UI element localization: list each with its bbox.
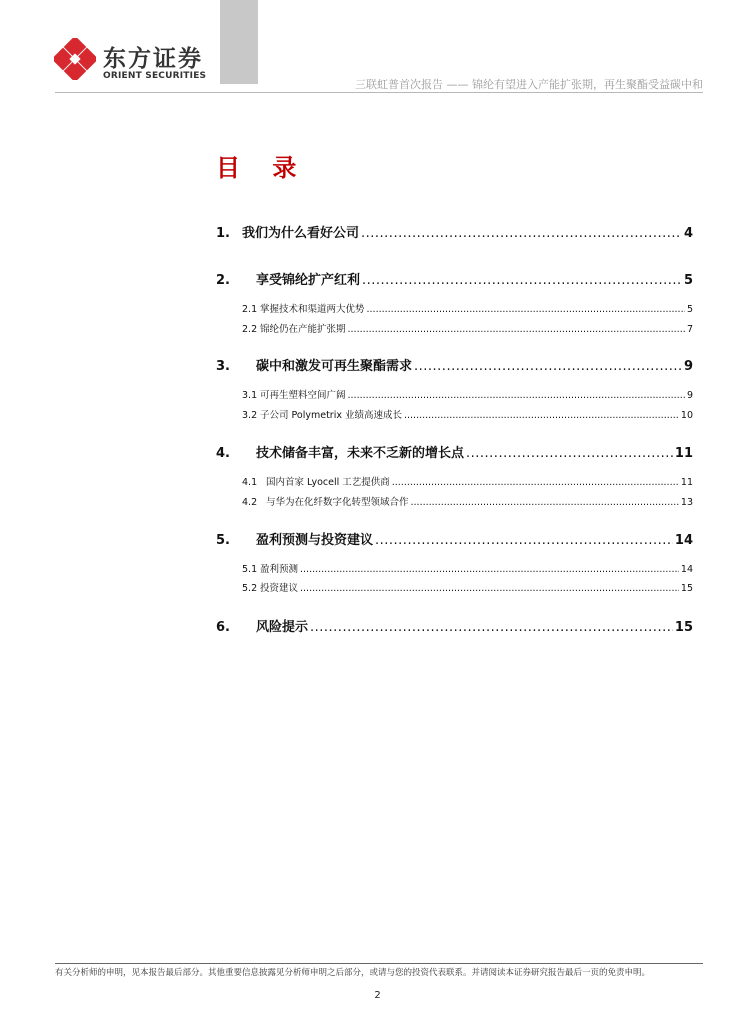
toc-entry[interactable] (216, 222, 693, 241)
toc-entry[interactable] (216, 494, 693, 508)
toc-entry[interactable] (216, 269, 693, 288)
toc-dot-leader (404, 410, 679, 421)
toc-entry[interactable] (216, 407, 693, 421)
toc-entry-number: 3.2 (242, 410, 258, 421)
toc-dot-leader (367, 304, 685, 315)
toc-entry-title: 盈利预测与投资建议 (256, 533, 374, 548)
header-accent-bar (220, 0, 258, 84)
toc-entry-title: 可再生塑料空间广阔 (260, 390, 346, 401)
header-divider (55, 92, 703, 93)
report-title: 三联虹普首次报告 —— 锦纶有望进入产能扩张期，再生聚酯受益碳中和 (355, 78, 703, 91)
toc-entry-page: 14 (680, 564, 693, 575)
toc-entry-title: 技术储备丰富，未来不乏新的增长点 (256, 446, 465, 461)
toc-dot-leader (300, 564, 679, 575)
toc-entry-number: 3. (216, 359, 230, 374)
toc-entry-title: 子公司 Polymetrix 业绩高速成长 (260, 410, 402, 421)
footer-disclaimer: 有关分析师的申明，见本报告最后部分。其他重要信息披露见分析师申明之后部分，或请与您的投资代表联系。并请阅读本证券研究报告最后一页的免责申明。 (55, 968, 651, 978)
toc-entry-title: 我们为什么看好公司 (242, 226, 360, 241)
toc-dot-leader (348, 324, 685, 335)
toc-entry-page: 15 (680, 583, 693, 594)
toc-entry-page: 9 (686, 390, 693, 401)
footer-divider (55, 963, 703, 964)
toc-entry[interactable] (216, 529, 693, 548)
toc-entry-number: 1. (216, 226, 230, 241)
toc-entry[interactable] (216, 301, 693, 315)
toc-entry-title: 享受锦纶扩产红利 (256, 273, 361, 288)
page-number: 2 (374, 990, 381, 1001)
toc-entry[interactable] (216, 616, 693, 635)
toc-entry-number: 2. (216, 273, 230, 288)
toc-dot-leader (361, 226, 682, 241)
toc-dot-leader (362, 273, 682, 288)
toc-entry-page: 13 (680, 497, 693, 508)
toc-dot-leader (466, 446, 673, 461)
toc-entry-page: 9 (683, 359, 693, 374)
toc-entry-page: 15 (674, 620, 693, 635)
toc-dot-leader (411, 497, 679, 508)
toc-dot-leader (348, 390, 685, 401)
toc-entry-title: 风险提示 (256, 620, 309, 635)
toc-dot-leader (414, 359, 682, 374)
toc-entry-number: 2.1 (242, 304, 258, 315)
toc-entry-number: 4.2 (242, 497, 258, 508)
toc-dot-leader (310, 620, 673, 635)
toc-entry-page: 4 (683, 226, 693, 241)
toc-entry[interactable] (216, 580, 693, 594)
toc-entry[interactable] (216, 474, 693, 488)
toc-entry-page: 14 (674, 533, 693, 548)
toc-entry-number: 4.1 (242, 477, 258, 488)
toc-entry-page: 11 (674, 446, 693, 461)
toc-entry-title: 掌握技术和渠道两大优势 (260, 304, 365, 315)
toc-entry[interactable] (216, 355, 693, 374)
toc-entry-number: 2.2 (242, 324, 258, 335)
toc-entry-page: 5 (686, 304, 693, 315)
toc-entry[interactable] (216, 321, 693, 335)
toc-entry-title: 盈利预测 (260, 564, 299, 575)
toc-entry-page: 10 (680, 410, 693, 421)
toc-entry-title: 国内首家 Lyocell 工艺提供商 (266, 477, 390, 488)
toc-entry-title: 投资建议 (260, 583, 299, 594)
toc-entry-number: 5.1 (242, 564, 258, 575)
toc-dot-leader (375, 533, 673, 548)
toc-heading: 目 录 (216, 154, 309, 182)
toc-entry[interactable] (216, 387, 693, 401)
toc-entry-page: 7 (686, 324, 693, 335)
toc-entry-number: 5.2 (242, 583, 258, 594)
toc-entry-number: 5. (216, 533, 230, 548)
brand-name-cn: 东方证券 (103, 46, 203, 72)
toc-entry-title: 与华为在化纤数字化转型领域合作 (266, 497, 409, 508)
toc-entry-page: 5 (683, 273, 693, 288)
toc-entry[interactable] (216, 561, 693, 575)
toc-entry-number: 6. (216, 620, 230, 635)
toc-dot-leader (300, 583, 679, 594)
toc-entry-title: 碳中和激发可再生聚酯需求 (256, 359, 413, 374)
orient-securities-logo-icon (54, 38, 96, 80)
toc-entry-page: 11 (680, 477, 693, 488)
toc-entry-number: 3.1 (242, 390, 258, 401)
toc-entry[interactable] (216, 442, 693, 461)
toc-entry-number: 4. (216, 446, 230, 461)
brand-name-en: ORIENT SECURITIES (103, 71, 207, 81)
toc-entry-title: 锦纶仍在产能扩张期 (260, 324, 346, 335)
toc-dot-leader (392, 477, 679, 488)
